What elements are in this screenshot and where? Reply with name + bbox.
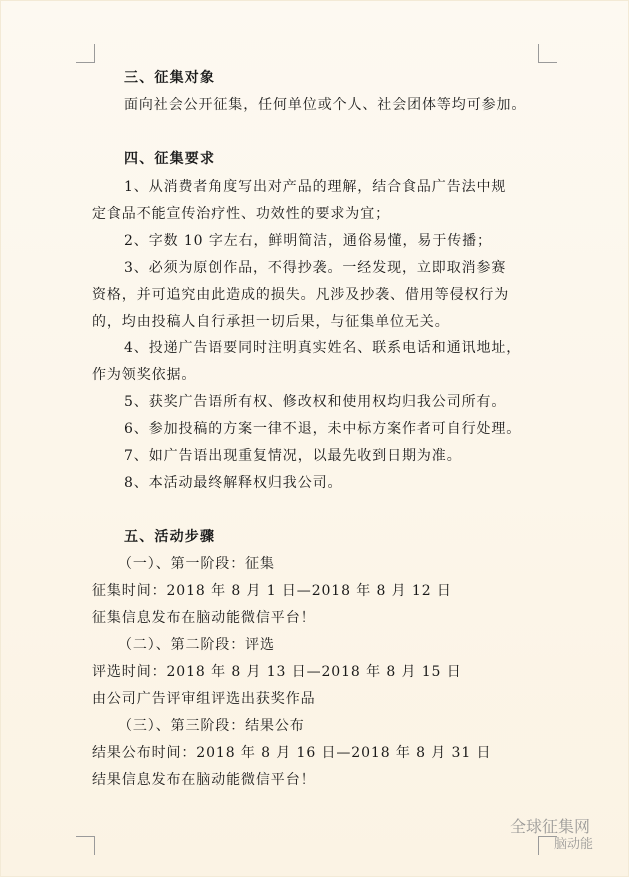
crop-mark-bottom-left <box>76 836 95 855</box>
watermark-line2: 脑动能 <box>554 837 594 852</box>
section3-line: 面向社会公开征集，任何单位或个人、社会团体等均可参加。 <box>124 97 527 113</box>
section4-line: 4、投递广告语要同时注明真实姓名、联系电话和通讯地址， <box>124 340 522 356</box>
section4-line: 8、本活动最终解释权归我公司。 <box>124 475 343 491</box>
watermark <box>510 818 593 854</box>
stage-line: 由公司广告评审组评选出获奖作品 <box>92 691 316 707</box>
stage-title: （二）、第二阶段：评选 <box>118 637 275 653</box>
section4-line: 3、必须为原创作品，不得抄袭。一经发现，立即取消参赛 <box>124 260 507 276</box>
crop-mark-top-left <box>76 44 95 63</box>
section4-heading: 四、征集要求 <box>124 151 216 167</box>
watermark-line1: 全球征集网 <box>510 817 591 836</box>
section5-heading: 五、活动步骤 <box>124 529 216 545</box>
section4-line: 1、从消费者角度写出对产品的理解，结合食品广告法中规 <box>124 179 507 195</box>
section4-line: 6、参加投稿的方案一律不退，未中标方案作者可自行处理。 <box>124 421 522 437</box>
section3-heading: 三、征集对象 <box>124 70 216 86</box>
section4-line: 作为领奖依据。 <box>92 367 197 383</box>
crop-mark-top-right <box>538 44 557 63</box>
section4-line: 5、获奖广告语所有权、修改权和使用权均归我公司所有。 <box>124 394 507 410</box>
section4-line: 7、如广告语出现重复情况，以最先收到日期为准。 <box>124 448 462 464</box>
section4-line: 定食品不能宣传治疗性、功效性的要求为宜； <box>92 206 390 222</box>
stage-line: 征集信息发布在脑动能微信平台！ <box>92 610 316 626</box>
stage-title: （三）、第三阶段：结果公布 <box>118 718 305 734</box>
stage-title: （一）、第一阶段：征集 <box>118 556 275 572</box>
section4-line: 的，均由投稿人自行承担一切后果，与征集单位无关。 <box>92 314 450 330</box>
section4-line: 2、字数 10 字左右，鲜明简洁，通俗易懂，易于传播； <box>124 233 492 249</box>
stage-line: 征集时间：2018 年 8 月 1 日—2018 年 8 月 12 日 <box>92 583 452 599</box>
stage-line: 评选时间：2018 年 8 月 13 日—2018 年 8 月 15 日 <box>92 664 462 680</box>
section4-line: 资格，并可追究由此造成的损失。凡涉及抄袭、借用等侵权行为 <box>92 287 510 303</box>
stage-line: 结果信息发布在脑动能微信平台！ <box>92 772 316 788</box>
stage-line: 结果公布时间：2018 年 8 月 16 日—2018 年 8 月 31 日 <box>92 745 492 761</box>
